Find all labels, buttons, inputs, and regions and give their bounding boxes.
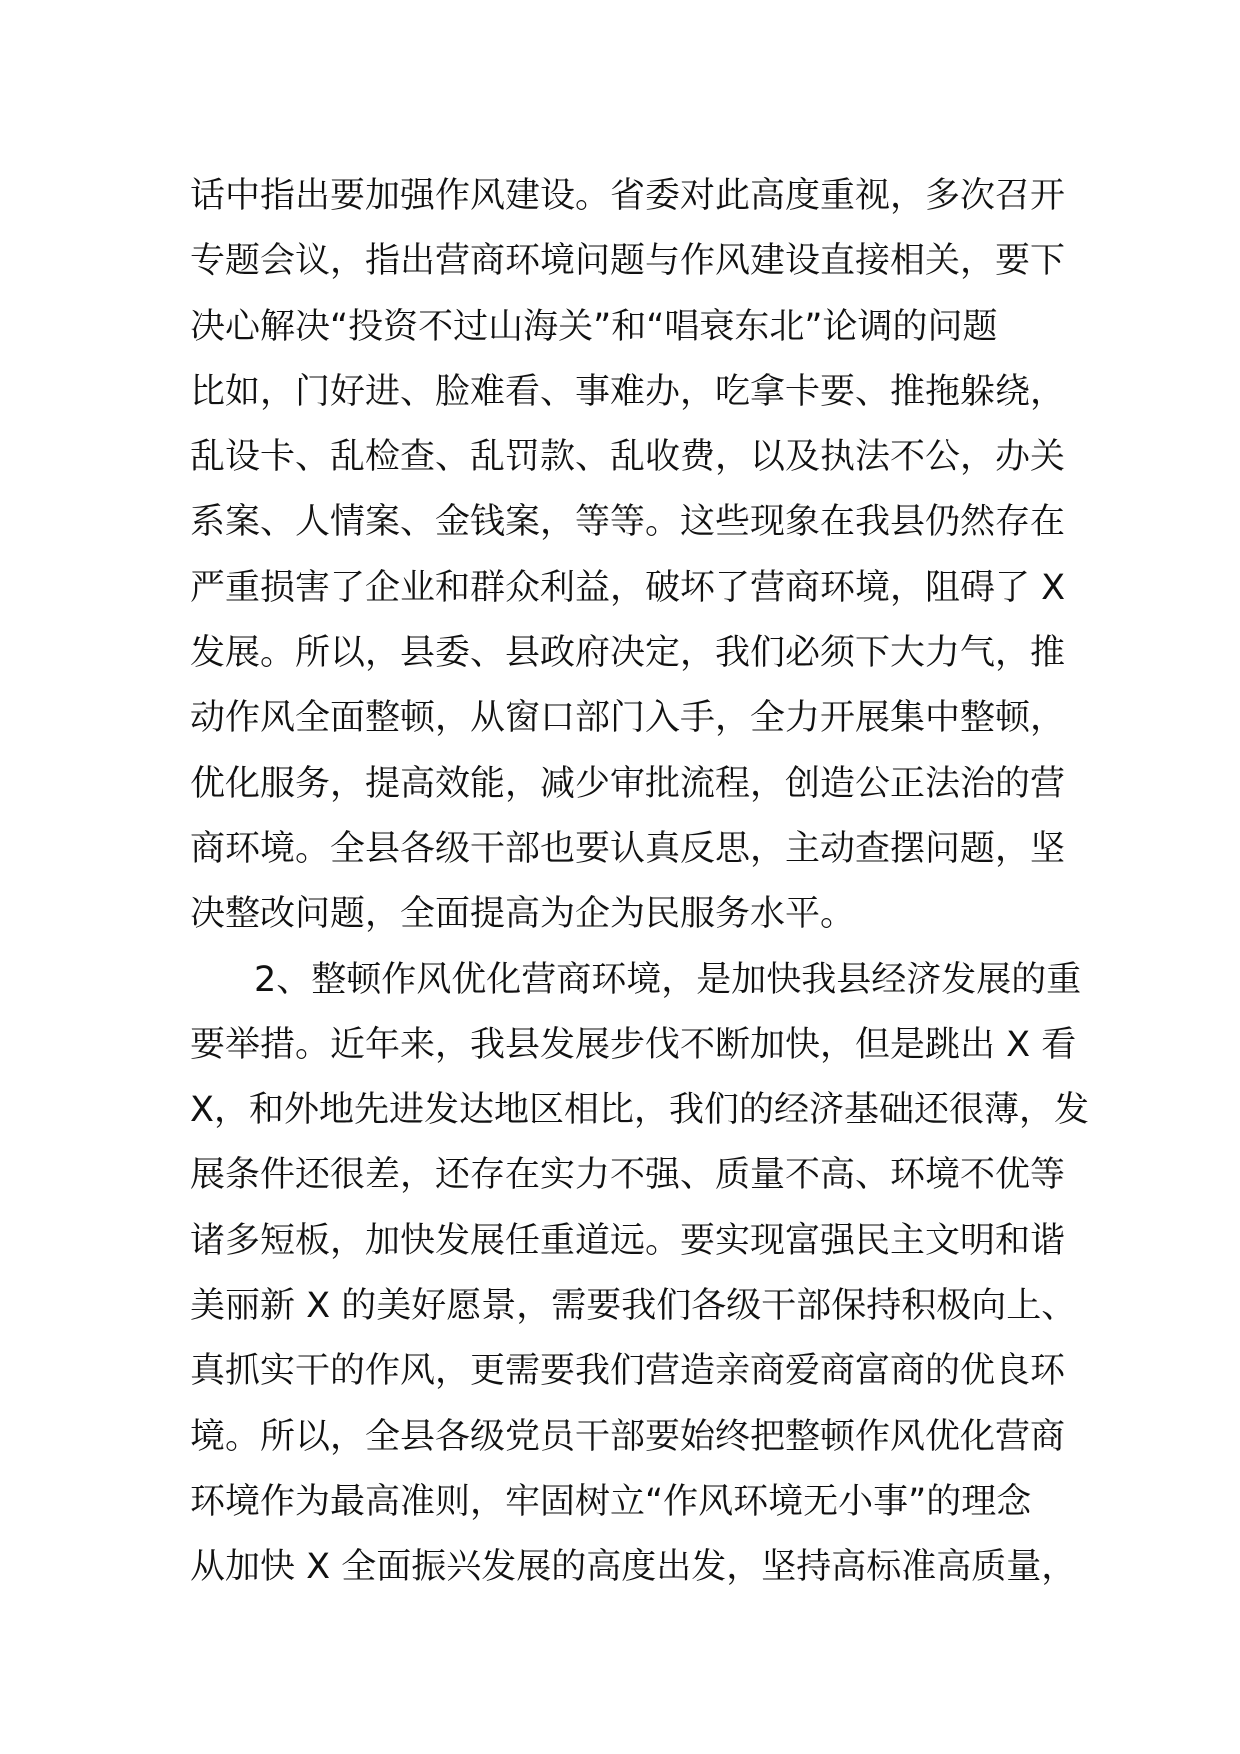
text-line: 美丽新 X 的美好愿景，需要我们各级干部保持积极向上、 xyxy=(190,1286,1077,1327)
text-line: 乱设卡、乱检查、乱罚款、乱收费，以及执法不公，办关 xyxy=(190,437,1066,478)
text-line: 决心解决“投资不过山海关”和“唱衰东北”论调的问题 xyxy=(190,306,998,347)
paragraph-start-line: 2、整顿作风优化营商环境，是加快我县经济发展的重 xyxy=(254,959,1082,1000)
text-line: 话中指出要加强作风建设。省委对此高度重视，多次召开 xyxy=(190,176,1066,216)
text-line: 境。所以，全县各级党员干部要始终把整顿作风优化营商 xyxy=(190,1416,1066,1457)
text-line: 决整改问题，全面提高为企为民服务水平。 xyxy=(190,894,856,935)
text-line: 比如，门好进、脸难看、事难办，吃拿卡要、推拖躲绕， xyxy=(190,371,1066,412)
body-text xyxy=(190,164,1089,1601)
text-line: X，和外地先进发达地区相比，我们的经济基础还很薄，发 xyxy=(190,1090,1089,1131)
text-line: 真抓实干的作风，更需要我们营造亲商爱商富商的优良环 xyxy=(190,1351,1066,1392)
text-line: 系案、人情案、金钱案，等等。这些现象在我县仍然存在 xyxy=(190,502,1066,543)
text-line: 展条件还很差，还存在实力不强、质量不高、环境不优等 xyxy=(190,1155,1066,1196)
text-line: 发展。所以，县委、县政府决定，我们必须下大力气，推 xyxy=(190,633,1066,674)
text-line: 严重损害了企业和群众利益，破坏了营商环境，阻碍了 X xyxy=(190,567,1066,608)
text-line: 要举措。近年来，我县发展步伐不断加快，但是跳出 X 看 xyxy=(190,1024,1077,1065)
text-line: 诸多短板，加快发展任重道远。要实现富强民主文明和谐 xyxy=(190,1220,1066,1261)
text-line: 商环境。全县各级干部也要认真反思，主动查摆问题，坚 xyxy=(190,828,1066,869)
text-line: 优化服务，提高效能，减少审批流程，创造公正法治的营 xyxy=(190,763,1066,804)
text-line: 动作风全面整顿，从窗口部门入手，全力开展集中整顿， xyxy=(190,698,1066,739)
text-line: 环境作为最高准则，牢固树立“作风环境无小事”的理念 xyxy=(190,1481,1032,1522)
text-line: 从加快 X 全面振兴发展的高度出发，坚持高标准高质量， xyxy=(190,1547,1077,1588)
text-line: 专题会议，指出营商环境问题与作风建设直接相关，要下 xyxy=(190,241,1066,282)
